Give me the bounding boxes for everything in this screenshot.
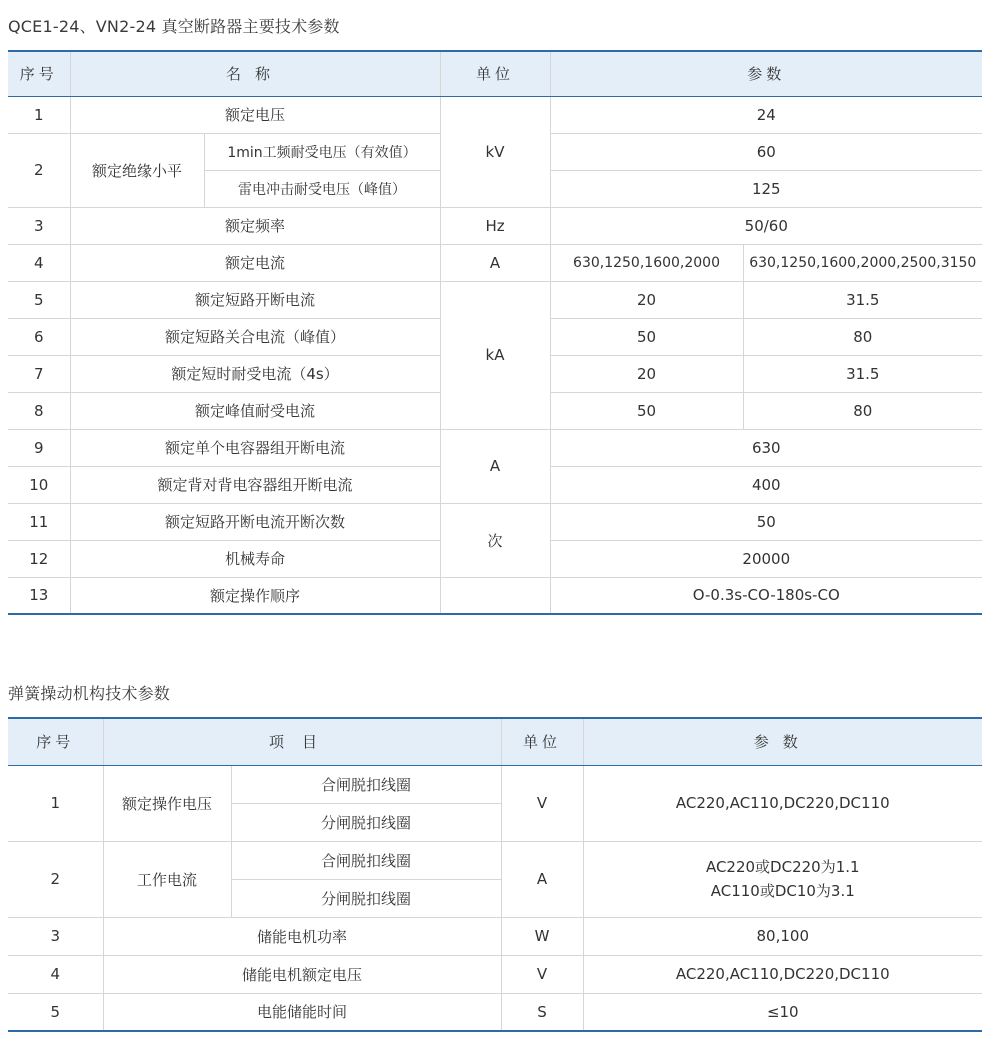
table-row [8,917,982,955]
row-number: 1 [8,96,70,133]
param-value: 20000 [550,540,982,577]
row-number: 2 [8,841,103,917]
breaker-spec-table [8,50,982,615]
row-number: 5 [8,281,70,318]
param-unit: Hz [440,207,550,244]
row-number: 3 [8,207,70,244]
table2-title: 弹簧操动机构技术参数 [8,684,171,703]
table-row [8,244,982,281]
row-number: 12 [8,540,70,577]
table-row [8,765,982,803]
param-value: 50 [550,318,743,355]
param-subname: 雷电冲击耐受电压（峰值） [204,170,440,207]
table-row [8,841,982,879]
param-name: 额定操作电压 [103,765,231,841]
param-value: 80,100 [583,917,982,955]
row-number: 5 [8,993,103,1031]
param-name: 额定短时耐受电流（4s） [70,355,440,392]
row-number: 2 [8,133,70,207]
param-name: 储能电机额定电压 [103,955,501,993]
param-value: 50 [550,392,743,429]
header-no: 序号 [8,718,103,765]
row-number: 10 [8,466,70,503]
row-number: 11 [8,503,70,540]
param-value: 630,1250,1600,2000,2500,3150 [743,244,982,281]
param-unit: A [501,841,583,917]
param-unit: A [440,429,550,503]
param-subname: 合闸脱扣线圈 [231,765,501,803]
table-row [8,955,982,993]
param-value: 630,1250,1600,2000 [550,244,743,281]
param-name: 额定单个电容器组开断电流 [70,429,440,466]
param-value [583,841,982,917]
param-name: 额定短路开断电流开断次数 [70,503,440,540]
param-value: 80 [743,392,982,429]
param-value: AC220,AC110,DC220,DC110 [583,765,982,841]
header-no: 序号 [8,51,70,96]
header-params: 参数 [583,718,982,765]
row-number: 4 [8,955,103,993]
table-row [8,993,982,1031]
row-number: 6 [8,318,70,355]
header-item: 项目 [103,718,501,765]
param-value-line: AC110或DC10为3.1 [710,882,855,900]
param-subname: 合闸脱扣线圈 [231,841,501,879]
table1-title: QCE1-24、VN2-24 真空断路器主要技术参数 [8,17,340,36]
param-value: 31.5 [743,355,982,392]
header-unit: 单位 [501,718,583,765]
row-number: 3 [8,917,103,955]
param-value: O-0.3s-CO-180s-CO [550,577,982,614]
table-header-row [8,51,982,96]
header-unit: 单位 [440,51,550,96]
param-name: 额定短路开断电流 [70,281,440,318]
param-unit: kA [440,281,550,429]
param-unit: V [501,765,583,841]
param-value-line: AC220或DC220为1.1 [705,858,860,876]
table-row [8,281,982,318]
table-row [8,503,982,540]
table-row [8,207,982,244]
param-value: 50/60 [550,207,982,244]
param-name: 额定电流 [70,244,440,281]
param-unit: W [501,917,583,955]
param-name: 额定绝缘小平 [70,133,204,207]
param-value: 60 [550,133,982,170]
param-subname: 分闸脱扣线圈 [231,803,501,841]
param-unit: S [501,993,583,1031]
param-name: 额定背对背电容器组开断电流 [70,466,440,503]
param-unit: kV [440,96,550,207]
param-unit: A [440,244,550,281]
param-unit: V [501,955,583,993]
row-number: 4 [8,244,70,281]
table-header-row [8,718,982,765]
param-subname: 1min工频耐受电压（有效值） [204,133,440,170]
param-name: 电能储能时间 [103,993,501,1031]
row-number: 13 [8,577,70,614]
param-value: 24 [550,96,982,133]
param-name: 额定峰值耐受电流 [70,392,440,429]
table-row [8,577,982,614]
param-value: 80 [743,318,982,355]
param-value: 50 [550,503,982,540]
param-value: ≤10 [583,993,982,1031]
param-value: AC220,AC110,DC220,DC110 [583,955,982,993]
row-number: 7 [8,355,70,392]
table-row [8,96,982,133]
param-name: 储能电机功率 [103,917,501,955]
param-name: 额定短路关合电流（峰值） [70,318,440,355]
header-name: 名称 [70,51,440,96]
row-number: 8 [8,392,70,429]
param-value: 20 [550,281,743,318]
param-value: 630 [550,429,982,466]
row-number: 1 [8,765,103,841]
param-name: 额定频率 [70,207,440,244]
param-name: 额定操作顺序 [70,577,440,614]
param-unit-empty [440,577,550,614]
param-value: 125 [550,170,982,207]
param-name: 机械寿命 [70,540,440,577]
param-value: 20 [550,355,743,392]
param-unit: 次 [440,503,550,577]
table-row [8,429,982,466]
param-value: 31.5 [743,281,982,318]
param-subname: 分闸脱扣线圈 [231,879,501,917]
param-name: 工作电流 [103,841,231,917]
mechanism-spec-table [8,717,982,1032]
param-name: 额定电压 [70,96,440,133]
row-number: 9 [8,429,70,466]
header-params: 参数 [550,51,982,96]
param-value: 400 [550,466,982,503]
